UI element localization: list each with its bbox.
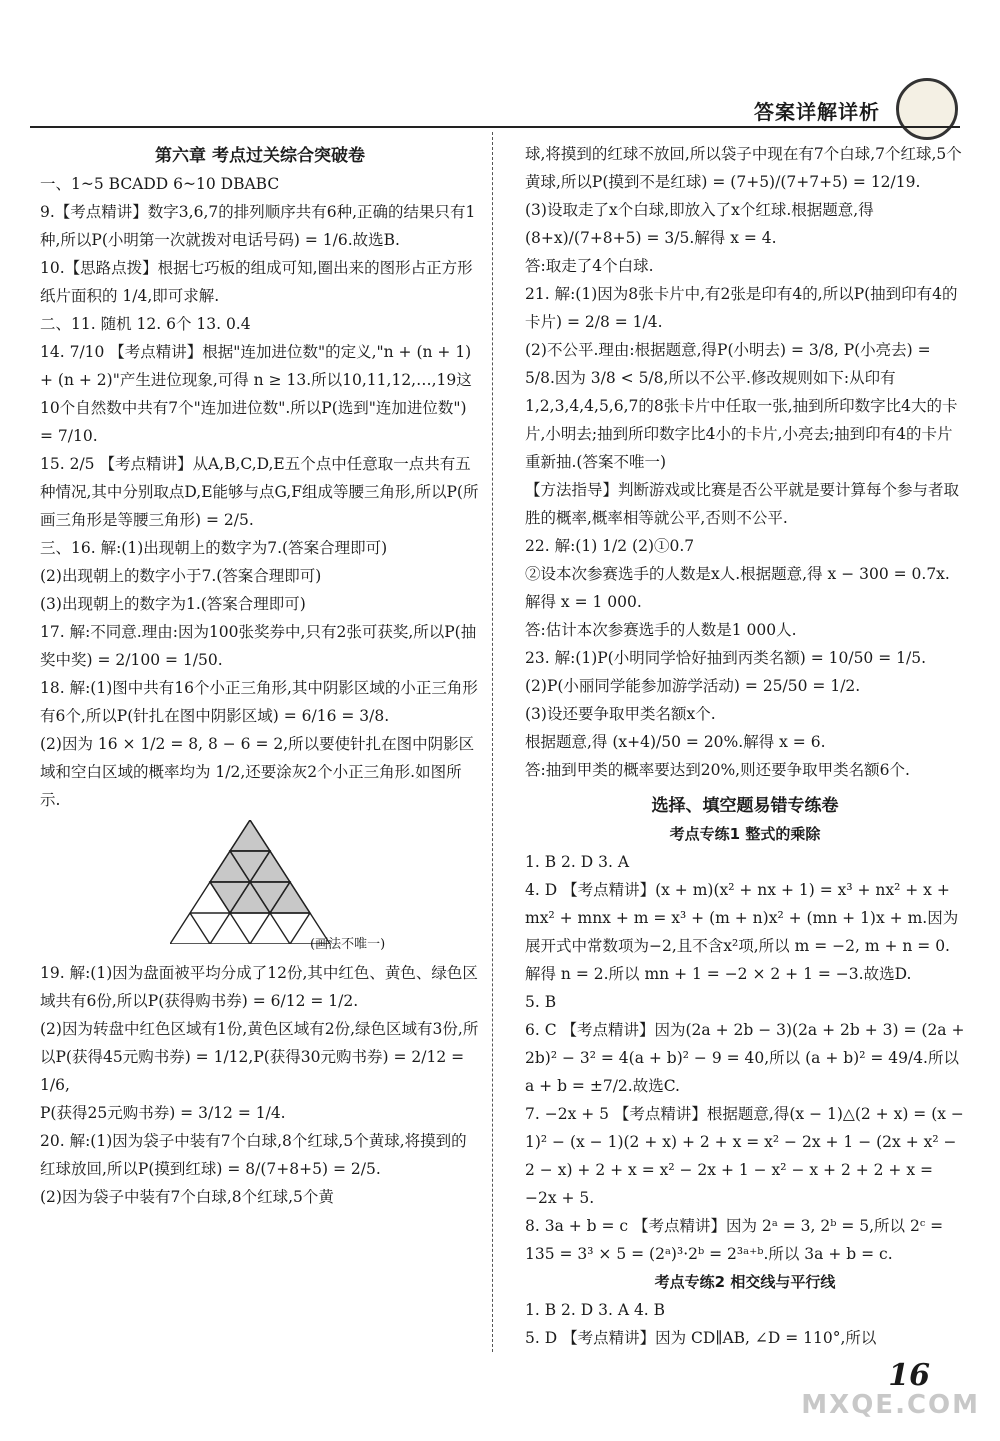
page-number: 16: [888, 1358, 930, 1393]
answer-line: P(获得25元购书券) = 3/12 = 1/4.: [40, 1104, 286, 1122]
left-column: [40, 140, 480, 1211]
column-divider: [492, 132, 493, 1352]
answer-line: 14. 7/10 【考点精讲】根据"连加进位数"的定义,"n + (n + 1) + (n + 2)"产生进位现象,可得 n ≥ 13.所以10,11,12,…,19这10个自然数中共有7个"连加进位数".所以P(选到"连加进位数") = 7/10.: [40, 343, 472, 445]
answer-line: 20. 解:(1)因为袋子中装有7个白球,8个红球,5个黄球,将摸到的红球放回,所以P(摸到红球) = 8/(7+8+5) = 2/5.: [40, 1132, 467, 1178]
answer-line: 22. 解:(1) 1/2 (2)①0.7: [525, 537, 695, 555]
answer-line: (2)因为 16 × 1/2 = 8, 8 − 6 = 2,所以要使针扎在图中阴影区域和空白区域的概率均为 1/2,还要涂灰2个小正三角形.如图所示.: [40, 735, 475, 809]
chapter-title: 第六章 考点过关综合突破卷: [155, 146, 365, 166]
answer-line: 答:取走了4个白球.: [525, 257, 654, 275]
answer-line: 4. D 【考点精讲】(x + m)(x² + nx + 1) = x³ + nx² + x + mx² + mnx + m = x³ + (m + n)x² + (mn + 1)x + m.因为展开式中常数项为−2,且不含x²项,所以 m = −2, m + n = 0.解得 n = 2.所以 mn + 1 = −2 × 2 + 1 = −3.故选D.: [525, 881, 959, 983]
answer-line: (3)出现朝上的数字为1.(答案合理即可): [40, 595, 306, 613]
watermark: MXQE.COM: [801, 1390, 980, 1420]
answer-line: 17. 解:不同意.理由:因为100张奖券中,只有2张可获奖,所以P(抽奖中奖) = 2/100 = 1/50.: [40, 623, 477, 669]
answer-line: 10.【思路点拨】根据七巧板的组成可知,圈出来的图形占正方形纸片面积的 1/4,即可求解.: [40, 259, 473, 305]
answer-line: 21. 解:(1)因为8张卡片中,有2张是印有4的,所以P(抽到印有4的卡片) = 2/8 = 1/4.: [525, 285, 958, 331]
answer-line: 5. D 【考点精讲】因为 CD∥AB, ∠D = 110°,所以: [525, 1329, 877, 1347]
answer-line: 23. 解:(1)P(小明同学恰好抽到丙类名额) = 10/50 = 1/5.: [525, 649, 927, 667]
subsection-title: 考点专练2 相交线与平行线: [654, 1273, 836, 1291]
answer-line: (2)因为转盘中红色区域有1份,黄色区域有2份,绿色区域有3份,所以P(获得45元购书券) = 1/12,P(获得30元购书券) = 2/12 = 1/6,: [40, 1020, 479, 1094]
answer-line: 19. 解:(1)因为盘面被平均分成了12份,其中红色、黄色、绿色区域共有6份,所以P(获得购书券) = 6/12 = 1/2.: [40, 964, 478, 1010]
answer-line: (2)不公平.理由:根据题意,得P(小明去) = 3/8, P(小亮去) = 5/8.因为 3/8 < 5/8,所以不公平.修改规则如下:从印有1,2,3,4,4,5,6,7的8张卡片中任取一张,抽到所印数字比4大的卡片,小明去;抽到所印数字比4小的卡片,小亮去;抽到印有4的卡片重新抽.(答案不唯一): [525, 341, 958, 471]
answer-line: 18. 解:(1)图中共有16个小正三角形,其中阴影区域的小正三角形有6个,所以P(针扎在图中阴影区域) = 6/16 = 3/8.: [40, 679, 478, 725]
answer-line: (3)设取走了x个白球,即放入了x个红球.根据题意,得 (8+x)/(7+8+5) = 3/5.解得 x = 4.: [525, 201, 874, 247]
answer-line: (2)因为袋子中装有7个白球,8个红球,5个黄: [40, 1188, 334, 1206]
answer-line: 二、11. 随机 12. 6个 13. 0.4: [40, 315, 251, 333]
header-title: 答案详解详析: [754, 100, 880, 124]
answer-line: 1. B 2. D 3. A: [525, 853, 630, 871]
answer-line: 球,将摸到的红球不放回,所以袋子中现在有7个白球,7个红球,5个黄球,所以P(摸到不是红球) = (7+5)/(7+7+5) = 12/19.: [525, 145, 962, 191]
answer-line: (2)出现朝上的数字小于7.(答案合理即可): [40, 567, 322, 585]
header-rule: [30, 126, 960, 128]
answer-line: 7. −2x + 5 【考点精讲】根据题意,得(x − 1)△(2 + x) = (x − 1)² − (x − 1)(2 + x) + 2 + x = x² − 2x + 1 − (2x + x² − 2 − x) + 2 + x = x² − 2x + 1 − x² − x + 2 + 2 + x = −2x + 5.: [525, 1105, 964, 1207]
figure-note: (画法不唯一): [310, 937, 386, 952]
answer-line: 一、1~5 BCADD 6~10 DBABC: [40, 175, 280, 193]
right-column: [525, 140, 965, 1352]
answer-line: ②设本次参赛选手的人数是x人.根据题意,得 x − 300 = 0.7x.解得 x = 1 000.: [525, 565, 950, 611]
triangle-figure: [170, 820, 330, 944]
answer-line: 三、16. 解:(1)出现朝上的数字为7.(答案合理即可): [40, 539, 388, 557]
answer-line: 答:估计本次参赛选手的人数是1 000人.: [525, 621, 797, 639]
answer-line: 根据题意,得 (x+4)/50 = 20%.解得 x = 6.: [525, 733, 826, 751]
answer-line: (2)P(小丽同学能参加游学活动) = 25/50 = 1/2.: [525, 677, 861, 695]
answer-line: 5. B: [525, 993, 557, 1011]
answer-line: (3)设还要争取甲类名额x个.: [525, 705, 716, 723]
answer-line: 9.【考点精讲】数字3,6,7的排列顺序共有6种,正确的结果只有1种,所以P(小明第一次就拨对电话号码) = 1/6.故选B.: [40, 203, 476, 249]
answer-line: 【方法指导】判断游戏或比赛是否公平就是要计算每个参与者取胜的概率,概率相等就公平,否则不公平.: [525, 481, 960, 527]
answer-line: 1. B 2. D 3. A 4. B: [525, 1301, 666, 1319]
answer-line: 15. 2/5 【考点精讲】从A,B,C,D,E五个点中任意取一点共有五种情况,其中分别取点D,E能够与点G,F组成等腰三角形,所以P(所画三角形是等腰三角形) = 2/5.: [40, 455, 479, 529]
section-title: 选择、填空题易错专练卷: [651, 796, 839, 816]
answer-line: 6. C 【考点精讲】因为(2a + 2b − 3)(2a + 2b + 3) = (2a + 2b)² − 3² = 4(a + b)² − 9 = 40,所以 (a + b)² = 49/4.所以 a + b = ±7/2.故选C.: [525, 1021, 965, 1095]
answer-line: 答:抽到甲类的概率要达到20%,则还要争取甲类名额6个.: [525, 761, 910, 779]
publisher-logo: [896, 78, 958, 140]
answer-line: 8. 3a + b = c 【考点精讲】因为 2ᵃ = 3, 2ᵇ = 5,所以 2ᶜ = 135 = 3³ × 5 = (2ᵃ)³·2ᵇ = 2³ᵃ⁺ᵇ.所以 3a + b = c.: [525, 1217, 944, 1263]
subsection-title: 考点专练1 整式的乘除: [669, 825, 821, 843]
page-header: [0, 0, 1000, 128]
